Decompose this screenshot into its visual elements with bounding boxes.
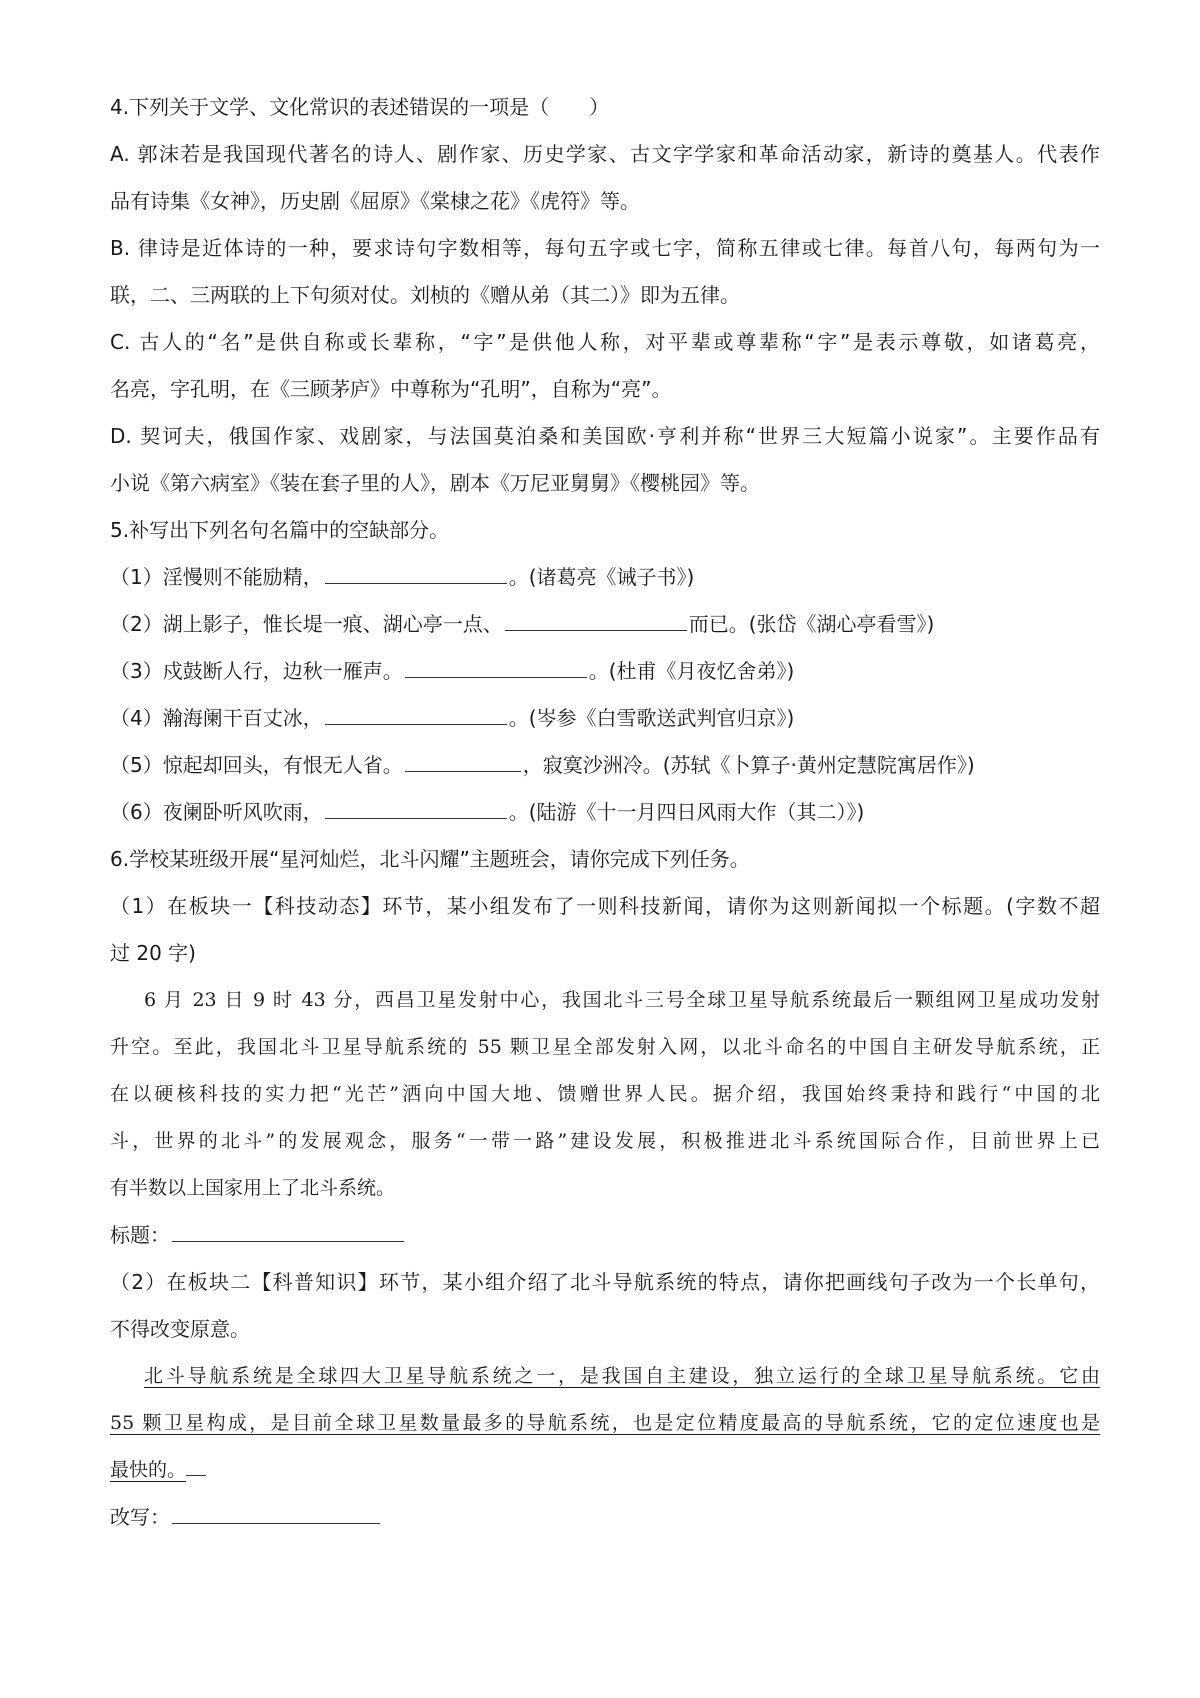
rewrite-answer-row: 改写：: [110, 1494, 1100, 1541]
q5-item-5: （5）惊起却回头，有恨无人省。 ，寂寞沙洲冷。(苏轼《卜算子·黄州定慧院寓居作》): [110, 742, 1100, 789]
news-line-5: 有半数以上国家用上了北斗系统。: [110, 1177, 396, 1199]
q5-item-2: （2）湖上影子，惟长堤一痕、湖心亭一点、 而已。(张岱《湖心亭看雪》): [110, 601, 1100, 648]
q6-task2-line2: 不得改变原意。: [110, 1317, 250, 1341]
q5-blank-5[interactable]: [405, 749, 521, 772]
news-line-2: 升空。至此，我国北斗卫星导航系统的 55 颗卫星全部发射入网，以北斗命名的中国自主研发导航系统，正: [110, 1036, 1100, 1058]
q5-item-6: （6）夜阑卧听风吹雨， 。(陆游《十一月四日风雨大作（其二）》): [110, 789, 1100, 836]
q6-task1-line1: （1）在板块一【科技动态】环节，某小组发布了一则科技新闻，请你为这则新闻拟一个标题。(字数不超: [110, 894, 1100, 918]
q6-stem: 6.学校某班级开展“星河灿烂，北斗闪耀”主题班会，请你完成下列任务。: [110, 847, 750, 871]
title-answer-blank[interactable]: [172, 1219, 404, 1242]
q5-blank-4[interactable]: [325, 702, 507, 725]
rewrite-answer-blank[interactable]: [172, 1501, 380, 1524]
q6-task1-line2: 过 20 字): [110, 941, 196, 965]
q4-option-a-line1: A. 郭沫若是我国现代著名的诗人、剧作家、历史学家、古文字学家和革命活动家，新诗的奠基人。代表作: [110, 142, 1100, 166]
news-line-4: 斗，世界的北斗”的发展观念，服务“一带一路”建设发展，积极推进北斗系统国际合作，目前世界上已: [110, 1130, 1100, 1152]
q5-item-4: （4）瀚海阑干百丈冰， 。(岑参《白雪歌送武判官归京》): [110, 695, 1100, 742]
q5-blank-6[interactable]: [325, 796, 507, 819]
underlined-passage-line-3: 最快的。: [110, 1447, 1100, 1494]
underlined-passage-line-2: 55 颗卫星构成，是目前全球卫星数量最多的导航系统，也是定位精度最高的导航系统，它的定位速度也是: [110, 1412, 1100, 1434]
underline-tail: [186, 1453, 206, 1476]
q4-stem: 4.下列关于文学、文化常识的表述错误的一项是（ ）: [110, 95, 610, 119]
underlined-passage-line-1: 北斗导航系统是全球四大卫星导航系统之一，是我国自主建设，独立运行的全球卫星导航系统。它由: [144, 1365, 1100, 1387]
q4-option-d-line2: 小说《第六病室》《装在套子里的人》，剧本《万尼亚舅舅》《樱桃园》等。: [110, 471, 760, 495]
q5-blank-1[interactable]: [325, 561, 507, 584]
q6-task2-line1: （2）在板块二【科普知识】环节，某小组介绍了北斗导航系统的特点，请你把画线句子改为一个长单句，: [110, 1270, 1100, 1294]
q4-option-b-line2: 联，二、三两联的上下句须对仗。刘桢的《赠从弟（其二）》即为五律。: [110, 283, 740, 307]
q5-item-1: （1）淫慢则不能励精， 。(诸葛亮《诫子书》): [110, 554, 1100, 601]
q4-option-b-line1: B. 律诗是近体诗的一种，要求诗句字数相等，每句五字或七字，简称五律或七律。每首八句，每两句为一: [110, 236, 1100, 260]
q5-item-3: （3）戍鼓断人行，边秋一雁声。 。(杜甫《月夜忆舍弟》): [110, 648, 1100, 695]
q4-option-a-line2: 品有诗集《女神》，历史剧《屈原》《棠棣之花》《虎符》等。: [110, 189, 640, 213]
title-answer-row: 标题：: [110, 1212, 1100, 1259]
news-line-1: 6 月 23 日 9 时 43 分，西昌卫星发射中心，我国北斗三号全球卫星导航系统最后一颗组网卫星成功发射: [144, 989, 1100, 1011]
q5-blank-2[interactable]: [505, 608, 687, 631]
q4-option-c-line2: 名亮，字孔明，在《三顾茅庐》中尊称为“孔明”，自称为“亮”。: [110, 377, 672, 401]
exam-page: [110, 84, 1100, 1541]
q5-blank-3[interactable]: [405, 655, 587, 678]
news-line-3: 在以硬核科技的实力把“光芒”洒向中国大地、馈赠世界人民。据介绍，我国始终秉持和践行“中国的北: [110, 1083, 1100, 1105]
q5-stem: 5.补写出下列名句名篇中的空缺部分。: [110, 518, 450, 542]
q4-option-c-line1: C. 古人的“名”是供自称或长辈称，“字”是供他人称，对平辈或尊辈称“字”是表示尊敬，如诸葛亮，: [110, 330, 1100, 354]
q4-option-d-line1: D. 契诃夫，俄国作家、戏剧家，与法国莫泊桑和美国欧·亨利并称“世界三大短篇小说家”。主要作品有: [110, 424, 1100, 448]
